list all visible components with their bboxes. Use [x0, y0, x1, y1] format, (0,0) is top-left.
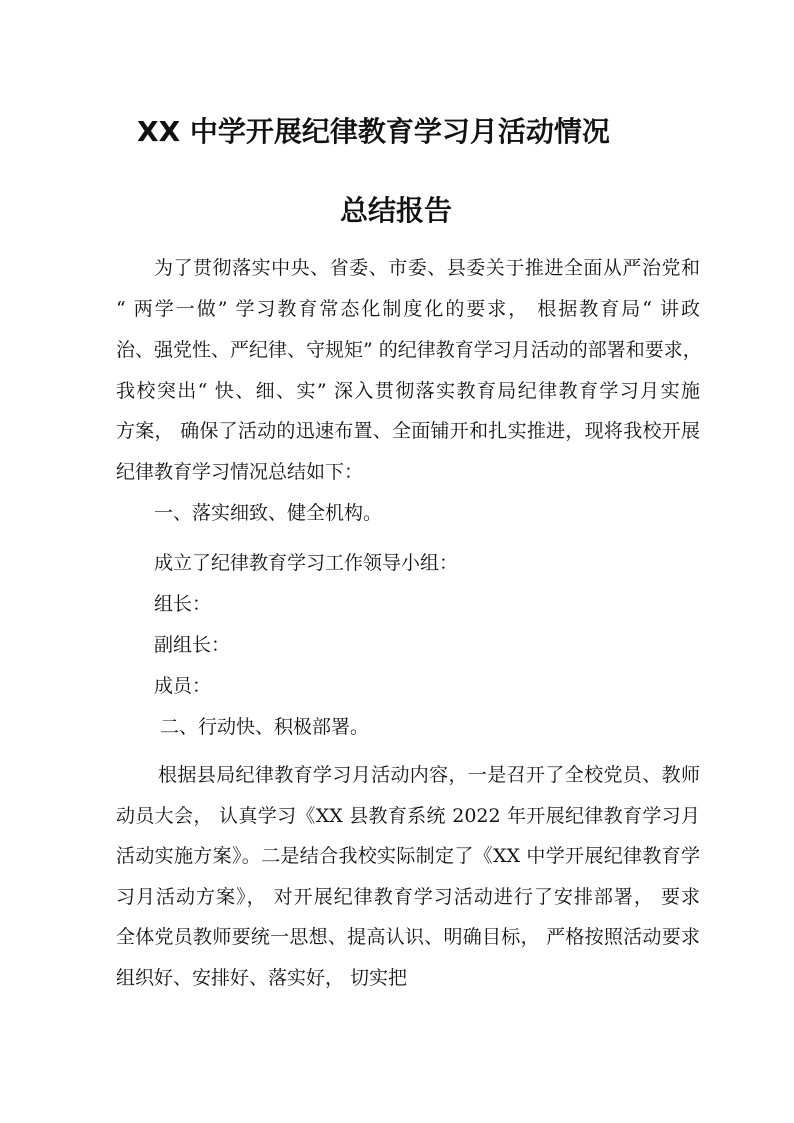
paragraph-line: 动员大会， 认真学习《XX 县教育系统 2022 年开展纪律教育学习月	[116, 805, 700, 827]
paragraph-line: 纪律教育学习情况总结如下：	[116, 461, 364, 483]
paragraph-line: 为了贯彻落实中央、省委、市委、县委关于推进全面从严治党和	[154, 257, 700, 279]
paragraph-line: 活动实施方案》。二是结合我校实际制定了《XX 中学开展纪律教育学	[116, 845, 700, 867]
paragraph-line: “ 两学一做” 学习教育常态化制度化的要求， 根据教育局“ 讲政	[116, 298, 700, 320]
paragraph-line: 组长：	[154, 593, 212, 615]
title-line-2: 总结报告	[340, 194, 453, 227]
paragraph-line: 全体党员教师要统一思想、提高认识、明确目标， 严格按照活动要求	[116, 926, 700, 948]
paragraph-line: 习月活动方案》， 对开展纪律教育学习活动进行了安排部署， 要求	[116, 886, 700, 908]
paragraph-line: 成立了纪律教育学习工作领导小组：	[154, 552, 459, 574]
paragraph-line: 组织好、安排好、落实好， 切实把	[116, 967, 408, 989]
paragraph-line: 我校突出“ 快、细、实” 深入贯彻落实教育局纪律教育学习月实施	[116, 380, 700, 402]
paragraph-line: 方案， 确保了活动的迅速布置、全面铺开和扎实推进，现将我校开展	[116, 420, 700, 442]
paragraph-line: 成员：	[154, 675, 212, 697]
paragraph-line: 治、强党性、严纪律、守规矩” 的纪律教育学习月活动的部署和要求，	[116, 339, 702, 361]
paragraph-line: 副组长：	[154, 634, 231, 656]
section-heading: 一、落实细致、健全机构。	[154, 502, 383, 524]
paragraph-line: 根据县局纪律教育学习月活动内容，一是召开了全校党员、教师	[158, 764, 700, 786]
title-line-1: XX 中学开展纪律教育学习月活动情况	[137, 115, 610, 148]
section-heading: 二、行动快、积极部署。	[160, 716, 370, 738]
